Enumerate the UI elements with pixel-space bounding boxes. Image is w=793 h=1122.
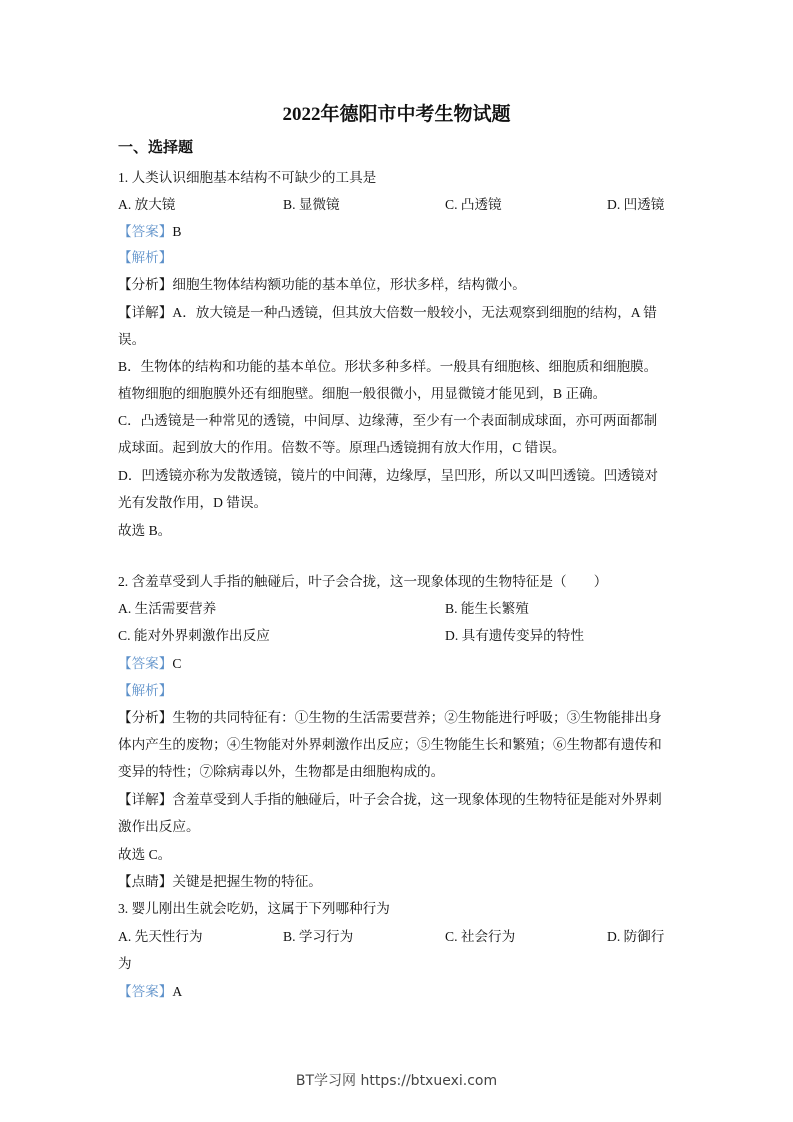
q2-option-a: A. 生活需要营养 xyxy=(118,601,217,616)
footer-watermark: BT学习网 https://btxuexi.com xyxy=(295,1073,498,1089)
detail-line: D．凹透镜亦称为发散透镜，镜片的中间薄，边缘厚，呈凹形，所以又叫凹透镜。凹透镜对 xyxy=(118,468,658,483)
question-3-stem: 3. 婴儿刚出生就会吃奶，这属于下列哪种行为 xyxy=(118,901,390,916)
detail-line: 误。 xyxy=(118,332,146,347)
q1-option-b: B. 显微镜 xyxy=(283,197,340,212)
q2-option-d: D. 具有遗传变异的特性 xyxy=(445,628,584,643)
answer-label: 【答案】 xyxy=(118,984,173,999)
detail-line: B．生物体的结构和功能的基本单位。形状多种多样。一般具有细胞核、细胞质和细胞膜。 xyxy=(118,359,658,374)
q1-answer xyxy=(118,223,181,241)
detail-line: C．凸透镜是一种常见的透镜，中间厚、边缘薄，至少有一个表面制成球面，亦可两面都制 xyxy=(118,413,658,428)
q2-option-b: B. 能生长繁殖 xyxy=(445,601,529,616)
q3-option-d: D. 防御行 xyxy=(607,929,665,944)
q3-option-b: B. 学习行为 xyxy=(283,929,354,944)
q2-conclusion: 故选 C。 xyxy=(118,847,172,862)
q3-answer xyxy=(118,983,182,1001)
q3-option-c: C. 社会行为 xyxy=(445,929,516,944)
fenxi-text: 生物的共同特征有：①生物的生活需要营养；②生物能进行呼吸；③生物能排出身 xyxy=(172,710,662,725)
question-1-stem: 1. 人类认识细胞基本结构不可缺少的工具是 xyxy=(118,170,377,185)
detail-label: 【详解】 xyxy=(118,305,173,320)
q1-option-a: A. 放大镜 xyxy=(118,197,176,212)
q3-option-d-wrap: 为 xyxy=(118,956,132,971)
q3-option-a: A. 先天性行为 xyxy=(118,929,203,944)
detail-text: 含羞草受到人手指的触碰后，叶子会合拢，这一现象体现的生物特征是能对外界刺 xyxy=(172,792,662,807)
fenxi-line: 体内产生的废物；④生物能对外界刺激作出反应；⑤生物能生长和繁殖；⑥生物都有遗传和 xyxy=(118,737,662,752)
answer-label: 【答案】 xyxy=(118,656,173,671)
q2-answer xyxy=(118,655,181,673)
analysis-label: 【解析】 xyxy=(118,250,173,265)
question-2-stem: 2. 含羞草受到人手指的触碰后，叶子会合拢，这一现象体现的生物特征是（ ） xyxy=(118,574,608,589)
detail-line: 激作出反应。 xyxy=(118,819,200,834)
detail-line: 植物细胞的细胞膜外还有细胞壁。细胞一般很微小，用显微镜才能见到，B 正确。 xyxy=(118,386,607,401)
detail-line: 光有发散作用，D 错误。 xyxy=(118,495,268,510)
q2-option-c: C. 能对外界刺激作出反应 xyxy=(118,628,270,643)
answer-label: 【答案】 xyxy=(118,224,173,239)
detail-label: 【详解】 xyxy=(118,792,173,807)
q1-conclusion: 故选 B。 xyxy=(118,523,172,538)
section-heading: 一、选择题 xyxy=(118,140,194,156)
answer-value: C xyxy=(172,656,182,671)
q1-option-c: C. 凸透镜 xyxy=(445,197,502,212)
analysis-label: 【解析】 xyxy=(118,683,173,698)
q2-dianjing xyxy=(118,873,322,891)
dianjing-text: 关键是把握生物的特征。 xyxy=(172,874,322,889)
detail-text: A．放大镜是一种凸透镜，但其放大倍数一般较小，无法观察到细胞的结构，A 错 xyxy=(172,305,657,320)
q2-detail xyxy=(118,791,662,809)
q2-fenxi xyxy=(118,709,662,727)
page-title: 2022年德阳市中考生物试题 xyxy=(282,104,511,125)
fenxi-line: 变异的特性；⑦除病毒以外，生物都是由细胞构成的。 xyxy=(118,764,445,779)
answer-value: A xyxy=(172,984,183,999)
detail-line: 成球面。起到放大的作用。倍数不等。原理凸透镜拥有放大作用，C 错误。 xyxy=(118,440,566,455)
fenxi-label: 【分析】 xyxy=(118,710,173,725)
q1-fenxi xyxy=(118,276,526,294)
answer-value: B xyxy=(172,224,182,239)
dianjing-label: 【点睛】 xyxy=(118,874,173,889)
fenxi-label: 【分析】 xyxy=(118,277,173,292)
fenxi-text: 细胞生物体结构额功能的基本单位，形状多样，结构微小。 xyxy=(172,277,526,292)
q1-option-d: D. 凹透镜 xyxy=(607,197,665,212)
q1-detail xyxy=(118,304,657,322)
